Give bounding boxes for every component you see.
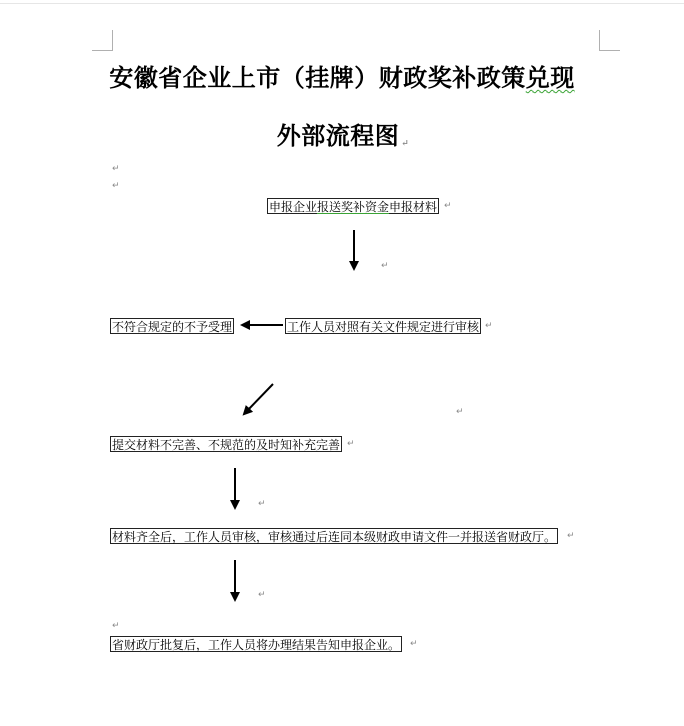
paragraph-mark: ↵ <box>258 590 266 600</box>
step-supplement: 提交材料不完善、不规范的及时知补充完善 <box>112 438 341 452</box>
paragraph-mark: ↵ <box>410 639 418 649</box>
paragraph-mark: ↵ <box>347 439 355 449</box>
step-reject: 不符合规定的不予受理 <box>112 320 233 334</box>
paragraph-mark: ↵ <box>112 164 120 174</box>
step-notify-result: 省财政厅批复后，工作人员将办理结果告知申报企业。 <box>112 638 401 652</box>
step-review: 工作人员对照有关文件规定进行审核 <box>287 320 480 334</box>
paragraph-mark: ↵ <box>567 531 575 541</box>
paragraph-mark: ↵ <box>401 139 410 149</box>
title-line-2: 外部流程图 ↵ <box>276 121 410 150</box>
paragraph-mark: ↵ <box>456 407 464 417</box>
paragraph-mark: ↵ <box>258 499 266 509</box>
spellcheck-mark: 兑现 <box>525 63 575 92</box>
paragraph-mark: ↵ <box>381 261 389 271</box>
paragraph-mark: ↵ <box>112 181 120 191</box>
title-line-1: 安徽省企业上市（挂牌）财政奖补政策兑现 <box>109 63 575 92</box>
arrow-diagonal <box>246 384 273 412</box>
step-submit-materials: 申报企业报送奖补资金申报材料 <box>269 200 438 214</box>
step-forward-province: 材料齐全后，工作人员审核，审核通过后连同本级财政申请文件一并报送省财政厅。 <box>112 530 557 544</box>
paragraph-mark: ↵ <box>112 621 120 631</box>
paragraph-mark: ↵ <box>485 321 493 331</box>
paragraph-mark: ↵ <box>444 201 452 211</box>
